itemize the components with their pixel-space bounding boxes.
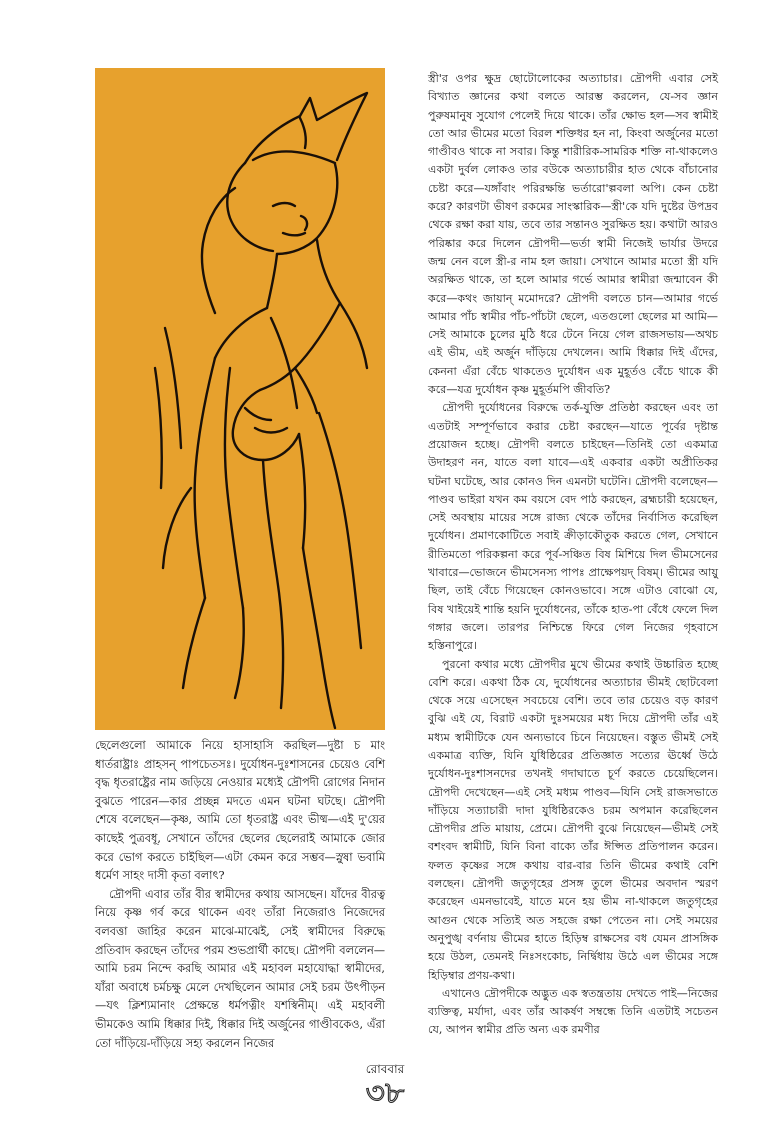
right-text-column [428,70,718,1040]
page-number: ৩৮ [365,1076,405,1111]
magazine-name: রোববার [365,1062,405,1076]
paragraph: দ্রৌপদী এবার তাঁর বীর স্বামীদের কথায় আসছেন। যাঁদের বীরত্ব নিয়ে কৃষ্ণ গর্ব করে থাকেন এবং তাঁরা নিজেরাও নিজেদের বলবত্তা জাহির করেন মাঝে-মাঝেই, সেই স্বামীদের বিরুদ্ধে প্রতিবাদ করছেন তাঁদের পরম শুভপ্রার্থী কাছে। দ্রৌপদী বললেন—আমি চরম নিন্দে করছি আমার এই মহাবল মহাযোদ্ধা স্বামীদের, যাঁরা অবাধে চর্মচক্ষু মেলে দেখছিলেন আমার সেই চরম উৎপীড়ন—যৎ ক্লিশ্যমানাং প্রেক্ষন্তে ধর্মপত্নীং যশস্বিনীম্। এই মহাবলী ভীমকেও আমি ধিক্কার দিই, ধিক্কার দিই অর্জুনের গাণ্ডীবকেও, এঁরা তো দাঁড়িয়ে-দাঁড়িয়ে সহ্য করলেন নিজের [95,887,385,1050]
paragraph: দ্রৌপদী দুর্যোধনের বিরুদ্ধে তর্ক-যুক্তি প্রতিষ্ঠা করছেন এবং তা এতটাই সম্পূর্ণভাবে করার চেষ্টা করছেন—যাতে পূর্বের দৃষ্টান্ত প্রয়োজন হচ্ছে। দ্রৌপদী বলতে চাইছেন—তিনিই তো একমাত্র উদাহরণ নন, যাতে বলা যাবে—এই একবার একটা অপ্রীতিকর ঘটনা ঘটেছে, আর কোনও দিন এমনটা ঘটেনি। দ্রৌপদী বলেছেন—পাণ্ডব ভাইরা যখন কম বয়সে বেদ পাঠ করছেন, ব্রহ্মচারী হয়েছেন, সেই অবস্থায় মায়ের সঙ্গে রাজ্য থেকে তাঁদের নির্বাসিত করেছিল দুর্যোধন। প্রমাণকোটিতে সবাই ক্রীড়াকৌতুক করতে গেল, সেখানে রীতিমতো পরিকল্পনা করে পূর্ব-সঞ্চিত বিষ মিশিয়ে দিল ভীমসেনের খাবারে—ভোজনে ভীমসেনস্য পাপঃ প্রাক্ষেপয়দ্ বিষম্। ভীমের আয়ু ছিল, তাই বেঁচে গিয়েছেন কোনওভাবে। সঙ্গে এটাও বোঝো যে, বিষ খাইয়েই শান্তি হয়নি দুর্যোধনের, তাঁকে হাত-পা বেঁধে ফেলে দিল গঙ্গার জলে। তারপর নিশ্চিন্তে ফিরে গেল নিজের গৃহবাসে হস্তিনাপুরে। [428,401,718,653]
paragraph: পুরনো কথার মধ্যে দ্রৌপদীর মুখে ভীমের কথাই উচ্চারিত হচ্ছে বেশি করে। একথা ঠিক যে, দুর্যোধনের অত্যাচার ভীমই ছোটবেলা থেকে সয়ে এসেছেন সবচেয়ে বেশি। তবে তার চেয়েও বড় কারণ বুঝি এই যে, বিরাট একটা দুঃসময়ের মধ্য দিয়ে দ্রৌপদী তাঁর এই মধ্যম স্বামীটিকে যেন অন্যভাবে চিনে নিয়েছেন। বস্তুত ভীমই সেই একমাত্র ব্যক্তি, যিনি যুধিষ্ঠিরের প্রতিজ্ঞাত সত্যের ঊর্ধ্বে উঠে দুর্যোধন-দুঃশাসনদের তখনই গদাঘাতে চূর্ণ করতে চেয়েছিলেন। দ্রৌপদী দেখেছেন—এই সেই মধ্যম পাণ্ডব—যিনি সেই রাজসভাতে দাঁড়িয়ে সত্যাচারী দাদা যুধিষ্ঠিরকেও চরম অপমান করেছিলেন দ্রৌপদীর প্রতি মায়ায়, প্রেমে। দ্রৌপদী বুঝে নিয়েছেন—ভীমই সেই বশংবদ স্বামীটি, যিনি বিনা বাক্যে তাঁর ঈপ্সিত প্রতিপালন করেন। ফলত কৃষ্ণের সঙ্গে কথায় বার-বার তিনি ভীমের কথাই বেশি বলছেন। দ্রৌপদী জতুগৃহের প্রসঙ্গ তুলে ভীমের অবদান স্মরণ করেছেন এমনভাবেই, যাতে মনে হয় ভীম না-থাকলে জতুগৃহের আগুন থেকে সত্যিই অত সহজে রক্ষা পেতেন না। সেই সময়ের অনুপুঙ্খ বর্ণনায় ভীমের হাতে হিড়িম্ব রাক্ষসের বধ যেমন প্রাসঙ্গিক হয়ে উঠল, তেমনই নিঃসংকোচ, নির্দ্বিধায় উঠে এল ভীমের সঙ্গে হিড়িম্বার প্রণয়-কথা। [428,657,718,982]
draupadi-illustration [95,68,385,730]
left-text-column [95,737,385,1053]
paragraph: এখানেও দ্রৌপদীকে অদ্ভুত এক স্বতন্ত্রতায় দেখতে পাই—নিজের ব্যক্তিত্ব, মর্যাদা, এবং তাঁর আকর্ষণ সম্বন্ধে তিনি এতটাই সচেতন যে, আপন স্বামীর প্রতি অন্য এক রমণীর [428,986,718,1037]
line-drawing-svg [95,68,385,730]
paragraph: ছেলেগুলো আমাকে নিয়ে হাসাহাসি করছিল—দুষ্টা চ মাং ধার্তরাষ্ট্রাঃ প্রাহসন্ পাপচেতসঃ। দুর্যোধন-দুঃশাসনের চেয়েও বেশি বৃদ্ধ ধৃতরাষ্ট্রের নাম জড়িয়ে নেওয়ার মধ্যেই দ্রৌপদী রোগের নিদান বুঝতে পারেন—কার প্রচ্ছন্ন মদতে এমন ঘটনা ঘটছে। দ্রৌপদী শেষে বলেছেন—কৃষ্ণ, আমি তো ধৃতরাষ্ট্র এবং ভীষ্ম—এই দু'য়ের কাছেই পুত্রবধূ, সেখানে তাঁদের ছেলের ছেলেরাই আমাকে জোর করে ভোগ করতে চাইছিল—এটা কেমন করে সম্ভব—স্নুষা ভবামি ধর্মেণ সাহং দাসী কৃতা বলাৎ? [95,739,385,883]
paragraph: স্ত্রী'র ওপর ক্ষুদ্র ছোটোলোকের অত্যাচার। দ্রৌপদী এবার সেই বিখ্যাত জ্ঞানের কথা বলতে আরম্ভ করলেন, যে-সব জ্ঞান পুরুষমানুষ সুযোগ পেলেই দিয়ে থাকে। তাঁর ক্ষোভ হল—সব স্বামীই তো আর ভীমের মতো বিরল শক্তিধর হন না, কিংবা অর্জুনের মতো গাণ্ডীবও থাকে না সবার। কিন্তু শারীরিক-সামরিক শক্তি না-থাকলেও একটা দুর্বল লোকও তার বউকে অত্যাচারীর হাত থেকে বাঁচানোর চেষ্টা করে—যঙ্গাঁবাং পরিরক্ষন্তি ভর্তারো'ল্পবলা অপি। কেন চেষ্টা করে? কারণটা ভীষণ রকমের সাংস্কারিক—স্ত্রী'কে যদি দুষ্টের উপদ্রব থেকে রক্ষা করা যায়, তবে তার সন্তানও সুরক্ষিত হয়। কথাটা আরও পরিষ্কার করে দিলেন দ্রৌপদী—ভর্তা স্বামী নিজেই ভার্যার উদরে জন্ম নেন বলে স্ত্রী-র নাম হল জায়া। সেখানে আমার মতো স্ত্রী যদি অরক্ষিত থাকে, তা হলে আমার গর্ভে আমার স্বামীরা জন্মাবেন কী করে—কথং জায়ান্ মমোদরে? দ্রৌপদী বলতে চান—আমার গর্ভে আমার পাঁচ স্বামীর পাঁচ-পাঁচটা ছেলে, এতগুলো ছেলের মা আমি—সেই আমাকে চুলের মুঠি ধরে টেনে নিয়ে গেল রাজসভায়—অথচ এই ভীম, এই অর্জুন দাঁড়িয়ে দেখলেন। আমি ধিক্কার দিই এঁদের, কেননা এঁরা বেঁচে থাকতেও দুর্যোধন এক মুহূর্তও বেঁচে থাকে কী করে—যত্র দুর্যোধন কৃষ্ণ মুহূর্তমপি জীবতি? [428,72,718,397]
